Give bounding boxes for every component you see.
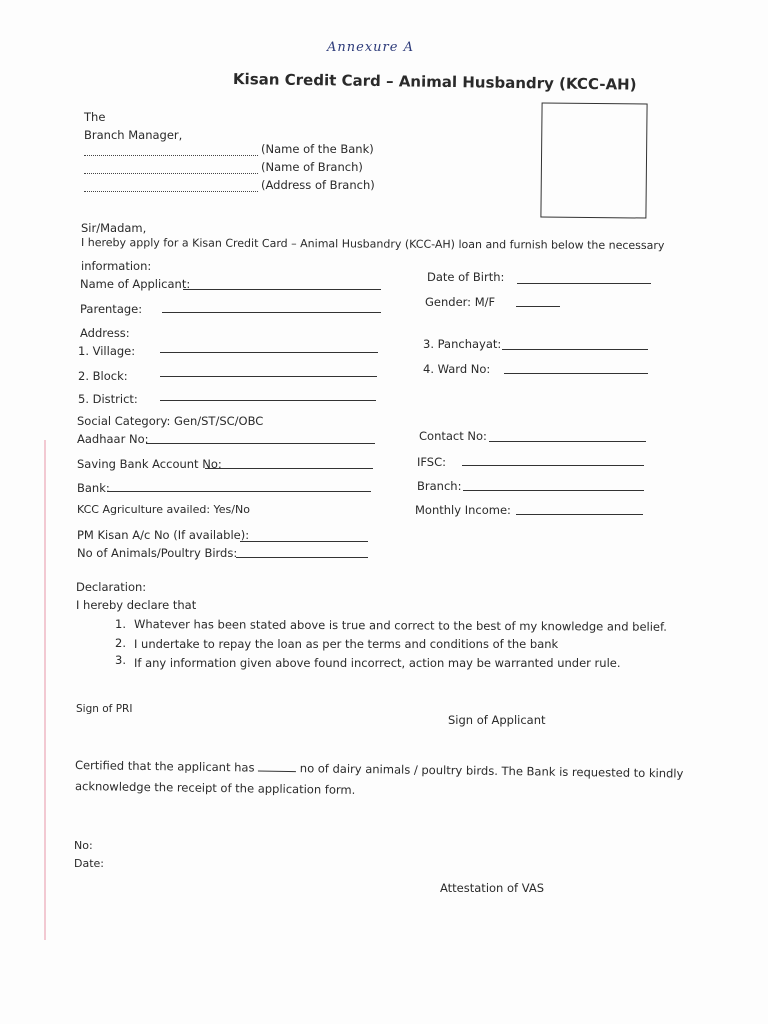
gender-label: Gender: M/F	[425, 295, 496, 309]
no-of-animals-line[interactable]	[236, 557, 368, 558]
declaration-item-1: Whatever has been stated above is true and correct to the best of my knowledge and belief.	[133, 617, 667, 634]
declaration-item-2: I undertake to repay the loan as per the terms and conditions of the bank	[134, 637, 559, 651]
parentage-line[interactable]	[162, 312, 381, 313]
name-of-branch-label: (Name of Branch)	[261, 160, 363, 174]
social-category-label: Social Category: Gen/ST/SC/OBC	[77, 414, 264, 428]
intro-line-2: information:	[81, 259, 152, 273]
no-label: No:	[74, 839, 93, 852]
certified-line-2: acknowledge the receipt of the application form.	[74, 779, 356, 797]
aadhaar-label: Aadhaar No:	[77, 432, 149, 446]
declaration-item-3-number: 3.	[115, 653, 126, 667]
bank-label: Bank:	[77, 481, 110, 495]
name-of-applicant-line[interactable]	[183, 289, 381, 290]
ifsc-line[interactable]	[462, 465, 644, 466]
panchayat-line[interactable]	[502, 349, 648, 350]
name-of-applicant-label: Name of Applicant:	[80, 277, 191, 291]
declaration-intro: I hereby declare that	[76, 598, 197, 612]
ward-no-label: 4. Ward No:	[423, 362, 491, 376]
district-label: 5. District:	[78, 392, 138, 406]
gender-line[interactable]	[516, 306, 560, 307]
certified-part-2: no of dairy animals / poultry birds. The Bank is requested to kindly	[299, 761, 684, 781]
date-label: Date:	[74, 857, 104, 870]
pm-kisan-line[interactable]	[240, 541, 368, 542]
sign-of-applicant: Sign of Applicant	[448, 713, 546, 727]
parentage-label: Parentage:	[80, 302, 143, 316]
saving-account-label: Saving Bank Account No:	[77, 457, 222, 471]
sign-of-pri: Sign of PRI	[76, 703, 133, 715]
declaration-item-3: If any information given above found incorrect, action may be warranted under rule.	[134, 656, 621, 670]
date-of-birth-label: Date of Birth:	[427, 270, 505, 284]
salutation: Sir/Madam,	[81, 221, 147, 235]
contact-no-label: Contact No:	[419, 429, 487, 443]
village-label: 1. Village:	[78, 344, 136, 358]
certified-text	[75, 758, 684, 780]
branch-address-line	[84, 191, 258, 192]
certified-part-1: Certified that the applicant has	[74, 758, 255, 775]
monthly-income-label: Monthly Income:	[415, 503, 511, 517]
attestation-of-vas: Attestation of VAS	[440, 881, 545, 895]
animal-count-blank[interactable]	[258, 771, 296, 773]
panchayat-label: 3. Panchayat:	[423, 337, 502, 351]
district-line[interactable]	[160, 400, 376, 401]
date-of-birth-line[interactable]	[517, 283, 651, 284]
bank-name-line	[84, 155, 258, 156]
kcc-agriculture-label: KCC Agriculture availed: Yes/No	[77, 503, 250, 516]
address-of-branch-label: (Address of Branch)	[261, 178, 375, 192]
addressee-branch-manager: Branch Manager,	[84, 128, 183, 142]
form-title: Kisan Credit Card – Animal Husbandry (KCC-AH)	[232, 70, 637, 94]
block-line[interactable]	[160, 376, 377, 377]
page-edge-mark	[44, 440, 46, 940]
declaration-heading: Declaration:	[76, 580, 147, 594]
ward-no-line[interactable]	[504, 373, 648, 374]
photo-box	[540, 102, 647, 218]
bank-line[interactable]	[107, 491, 371, 492]
addressee-the: The	[84, 110, 106, 124]
name-of-bank-label: (Name of the Bank)	[261, 142, 374, 156]
block-label: 2. Block:	[78, 369, 128, 383]
village-line[interactable]	[160, 352, 378, 353]
declaration-item-1-number: 1.	[115, 617, 126, 631]
saving-account-line[interactable]	[205, 468, 373, 469]
declaration-item-2-number: 2.	[115, 636, 126, 650]
no-of-animals-label: No of Animals/Poultry Birds:	[77, 546, 238, 560]
branch-line[interactable]	[463, 490, 644, 491]
address-label: Address:	[80, 326, 130, 340]
annexure-label: Annexure A	[327, 40, 414, 55]
intro-line-1: I hereby apply for a Kisan Credit Card – Animal Husbandry (KCC-AH) loan and furnish below the necessary	[80, 236, 665, 253]
branch-name-line	[84, 173, 258, 174]
ifsc-label: IFSC:	[417, 455, 447, 469]
aadhaar-line[interactable]	[146, 443, 375, 444]
pm-kisan-label: PM Kisan A/c No (If available):	[77, 528, 250, 542]
monthly-income-line[interactable]	[516, 514, 643, 515]
contact-no-line[interactable]	[489, 441, 646, 442]
branch-label: Branch:	[417, 479, 462, 493]
